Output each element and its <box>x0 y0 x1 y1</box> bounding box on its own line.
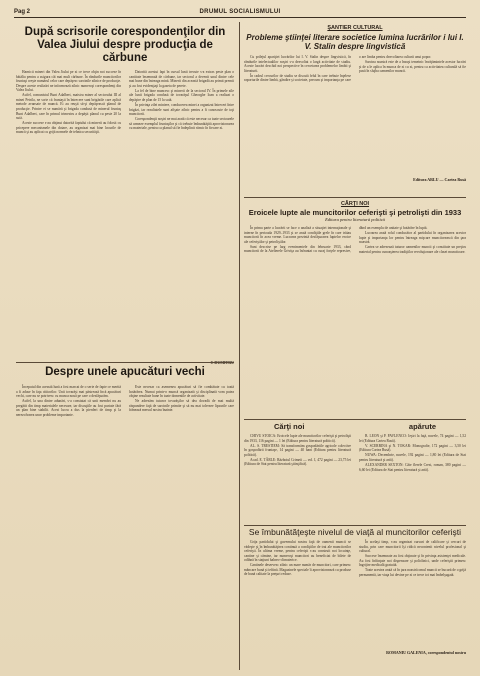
section-new-books <box>244 422 466 522</box>
article-body <box>16 70 234 360</box>
article-signature: ROMANIU GALENIA, corespondentul nostru <box>386 650 466 655</box>
page-number: Pag 2 <box>14 9 31 15</box>
paragraph: Începutul din această lună a fost marcat de o serie de fapte ce merită a fi aduse în faţa cititorilor. Unii tovarăşi mai păstrează încă apucături vechi, care nu se potrivesc cu munca nouă pe care o desfăşurăm. <box>16 385 121 399</box>
paragraph: Sarcina noastră este de a însuşi temeinic învăţămintele acestor lucrări şi de a le aplica în munca de zi cu zi, pentru ca activitatea culturală să fie pusă în slujba oamenilor muncii. <box>359 60 466 74</box>
book-entry: B. LEON şi P. PAVLENCO: Ieşiri la faţă, nuvele, 74 pagini — 1,52 lei (Editura Cartea Rusă). <box>359 434 466 443</box>
newspaper-title: DRUMUL SOCIALISMULUI <box>199 9 281 15</box>
paragraph: Lucrarea arată rolul conducător al partidului în organizarea acestor lupte şi importanţa lor pentru întreaga mişcare muncitorească din ţara noastră. <box>359 231 466 245</box>
article-body <box>244 540 466 650</box>
paragraph: Corespondenţii noştri ne mai arată că este necesar ca toate sectoarele să urmeze exemplul fruntaşilor şi că trebuie îmbunătăţită aprovizionarea cu materiale, pentru ca planul să fie îndeplinit ritmic în fiecare zi. <box>129 117 234 131</box>
column-divider <box>239 22 240 670</box>
article-headline: Probleme ştiinţei literare societice lumina lucrărilor i lui I. V. Stalin despre lingvistică <box>246 33 464 51</box>
paragraph: Harnicii mineri din Valea Jiului pe zi ce trece obţin noi succese în bătălia pentru a asigura cât mai mult cărbune. În rândurile muncitorilor fruntaşi creşte numărul celor care depăşesc sarcinile zilnice de producţie. Despre aceste realizări ne informează zilnic numeroşi corespondenţi din Valea Jiului. <box>16 70 121 93</box>
paragraph: Succese însemnate au fost obţinute şi în privinţa asistenţei medicale. Au fost înfiinţate noi dispensare şi policlinici, unde ceferiştii primesc îngrijire medicală gratuită. <box>359 554 466 568</box>
article-old-habits <box>16 366 234 666</box>
paragraph: Cu prilejul apariţiei lucrărilor lui I. V. Stalin despre lingvistică, în rândurile intelectualilor noştri s-a dezvoltat o largă activitate de studiu. Aceste lucrări deschid noi perspective în cercetarea problemelor limbii şi literaturii. <box>244 55 351 73</box>
paragraph: Astfel, comunistul Bunt Adalbert, maistru miner al sectorului III al minei Petrila, ne scrie că fruntaşii în întrecere sunt brigăzile care aplică metode avansate de muncă. Ei au reuşit să-şi depăşească planul de producţie. Printre ei se numără şi brigada condusă de minerul fruntaş Bunt Adalbert, care în primul trimestru a depăşit planul cu peste 20 la sută. <box>16 93 121 121</box>
paragraph: Astfel, la una dintre adunări, s-a constatat că unii membri nu au pregătit din timp materialele necesare, iar discuţiile au fost purtate fără un plan bine stabilit. Acest lucru a dus la pierderi de timp şi la nerezolvarea unor probleme importante. <box>16 399 121 417</box>
article-headline: Despre unele apucături vechi <box>45 366 205 378</box>
paragraph: Este necesar ca asemenea apucături să fie combătute cu toată hotărârea. Numai printr-o muncă organizată şi disciplinată vom putea obţine rezultate bune în toate domeniile de activitate. <box>129 385 234 399</box>
publisher-tag: Editura pentru literatură politică <box>325 217 385 222</box>
article-body <box>244 55 466 177</box>
paragraph: În prima parte a lucrării se face o analiză a situaţiei internaţionale şi interne în perioada 1929–1933 şi se arată condiţiile grele în care trăiau muncitorii în acea vreme. Lucrarea prezintă desfăşurarea luptelor eroice ale ceferiştilor şi petroliştilor. <box>244 226 351 244</box>
section-label: CĂRŢI NOI <box>340 201 370 207</box>
book-list-right <box>359 434 466 473</box>
paragraph: Datorită acestui fapt în cursul lunii trecute s-a extras peste plan o cantitate însemnată de cărbune, iar sectorul a devenit unul dintre cele mai bune din întreaga mină. Minerii din această brigadă au primit premii şi au fost evidenţiaţi la gazeta de perete. <box>129 70 234 88</box>
paragraph: Aceste succese s-au obţinut datorită faptului că minerii au folosit cu pricepere mecanismele din dotare, au organizat mai bine locurile de muncă şi au aplicat cu grijă normele de tehnica securităţii. <box>16 121 121 135</box>
paragraph: În privinţa zilei miniere, conducerea minei a organizat întreceri între brigăzi, iar rezultatele sunt afişate zilnic pentru a fi cunoscute de toţi muncitorii. <box>129 103 234 117</box>
article-railway-workers <box>244 528 466 670</box>
article-headline: Eroicele lupte ale muncitorilor ceferişti şi petrolişti din 1933 <box>248 208 462 217</box>
article-headline: Se îmbunătăţeşte nivelul de viaţă al muncitorilor ceferişti <box>248 527 462 537</box>
book-entry: CHIVU STOICA: Eroicele lupte ale muncitorilor ceferişti şi petrolişti din 1933, 116 pagini — 1 lei (Editura pentru literatură politică). <box>244 434 351 443</box>
paragraph: Toate acestea arată că în ţara noastră omul muncii se bucură de o grijă permanentă, iar viaţa lui devine pe zi ce trece tot mai îmbelşugată. <box>359 568 466 578</box>
article-body <box>16 385 234 663</box>
article-signature: Editura ARLU — Cartea Rusă <box>413 177 466 182</box>
section-label: ŞANTIER CULTURAL <box>327 25 383 31</box>
paragraph: Sunt descrise pe larg evenimentele din februarie 1933, când muncitorii de la Atelierele Griviţa au înfruntat cu curaj forţele represive, dând un exemplu de unitate şi hotărâre în luptă. <box>244 226 428 254</box>
paragraph: În acelaşi timp, s-au organizat cursuri de calificare şi cercuri de studiu, prin care muncitorii îşi ridică necontenit nivelul profesional şi cultural. <box>359 540 466 554</box>
article-separator <box>244 419 466 420</box>
article-body <box>244 226 466 404</box>
paragraph: Ne adresăm tuturor tovarăşilor să dea dovadă de mai multă răspundere faţă de sarcinile primite şi să nu mai tolereze lipsurile care frânează mersul nostru înainte. <box>129 399 234 413</box>
heading-part: apărute <box>408 422 436 431</box>
article-separator <box>244 197 466 198</box>
new-books-heading <box>244 422 466 431</box>
page-header <box>14 6 466 18</box>
article-separator <box>16 362 234 363</box>
book-list-left <box>244 434 351 473</box>
book-entry: Acad. E. TÂRLE: Războiul Crimeii — vol. I, 472 pagini — 23,75 lei (Editura de Stat pentru literatură ştiinţifică). <box>244 457 351 467</box>
book-entry: V. SCERBINA şi N. TOKAR: Monografie, 172 pagini — 3,50 lei (Editura Cartea Rusă). <box>359 443 466 453</box>
article-separator <box>244 525 466 526</box>
book-entry: NUWA: Decembrie, nuvele, 192 pagini — 1,80 lei (Editura de Stat pentru literatură şi artă). <box>359 453 466 462</box>
paragraph: Grija partidului şi guvernului nostru faţă de oamenii muncii se vădeşte şi în îmbunătăţirea continuă a condiţiilor de trai ale muncitorilor ceferişti. În ultima vreme, pentru ceferişti s-au construit noi locuinţe, cantine şi cămine, iar numeroşi muncitori au beneficiat de bilete de odihnă în staţiuni balneo-climaterice. <box>244 540 351 563</box>
heading-part: Cărţi noi <box>274 422 305 431</box>
section-santier-cultural <box>244 24 466 194</box>
article-headline: După scrisorile corespondenţilor din Valea Jiului despre producţia de cărbune <box>24 26 226 64</box>
book-lists <box>244 434 466 473</box>
paragraph: În cadrul cercurilor de studiu se discută felul în care trebuie înţelese raporturile dintre limbă, gândire şi societate, precum şi importanţa pe care o are limba pentru dezvoltarea culturii unui popor. <box>244 55 432 83</box>
section-book-review <box>244 200 466 416</box>
paragraph: La fel de bine muncesc şi minerii de la sectorul IV. În primele zile ale lunii brigada condusă de tovarăşul Gheorghe Ioan a realizat o depăşire de plan de 15 la sută. <box>129 88 234 102</box>
paragraph: Cartea se adresează tuturor oamenilor muncii şi constituie un preţios material pentru cunoaşterea tradiţiilor revoluţionare ale clasei muncitoare. <box>359 245 466 254</box>
book-entry: AL. S. TRESTIEM: Să transformăm gospodăriile agricole colective în gospodării fruntaşe, 14 pagini — 40 bani (Editura pentru literatură politică). <box>244 443 351 457</box>
book-entry: ALEXANDER SEXTON: Câte flerele Crest, roman, 380 pagini — 6,60 lei (Editura de Stat pentru literatură şi artă). <box>359 463 466 472</box>
paragraph: Cantinele deservesc zilnic un mare număr de muncitori, care primesc mâncare bună şi ieftină. Magazinele speciale îi aprovizionează cu produse de bună calitate la preţuri reduse. <box>244 563 351 577</box>
article-coal-production <box>16 26 234 359</box>
